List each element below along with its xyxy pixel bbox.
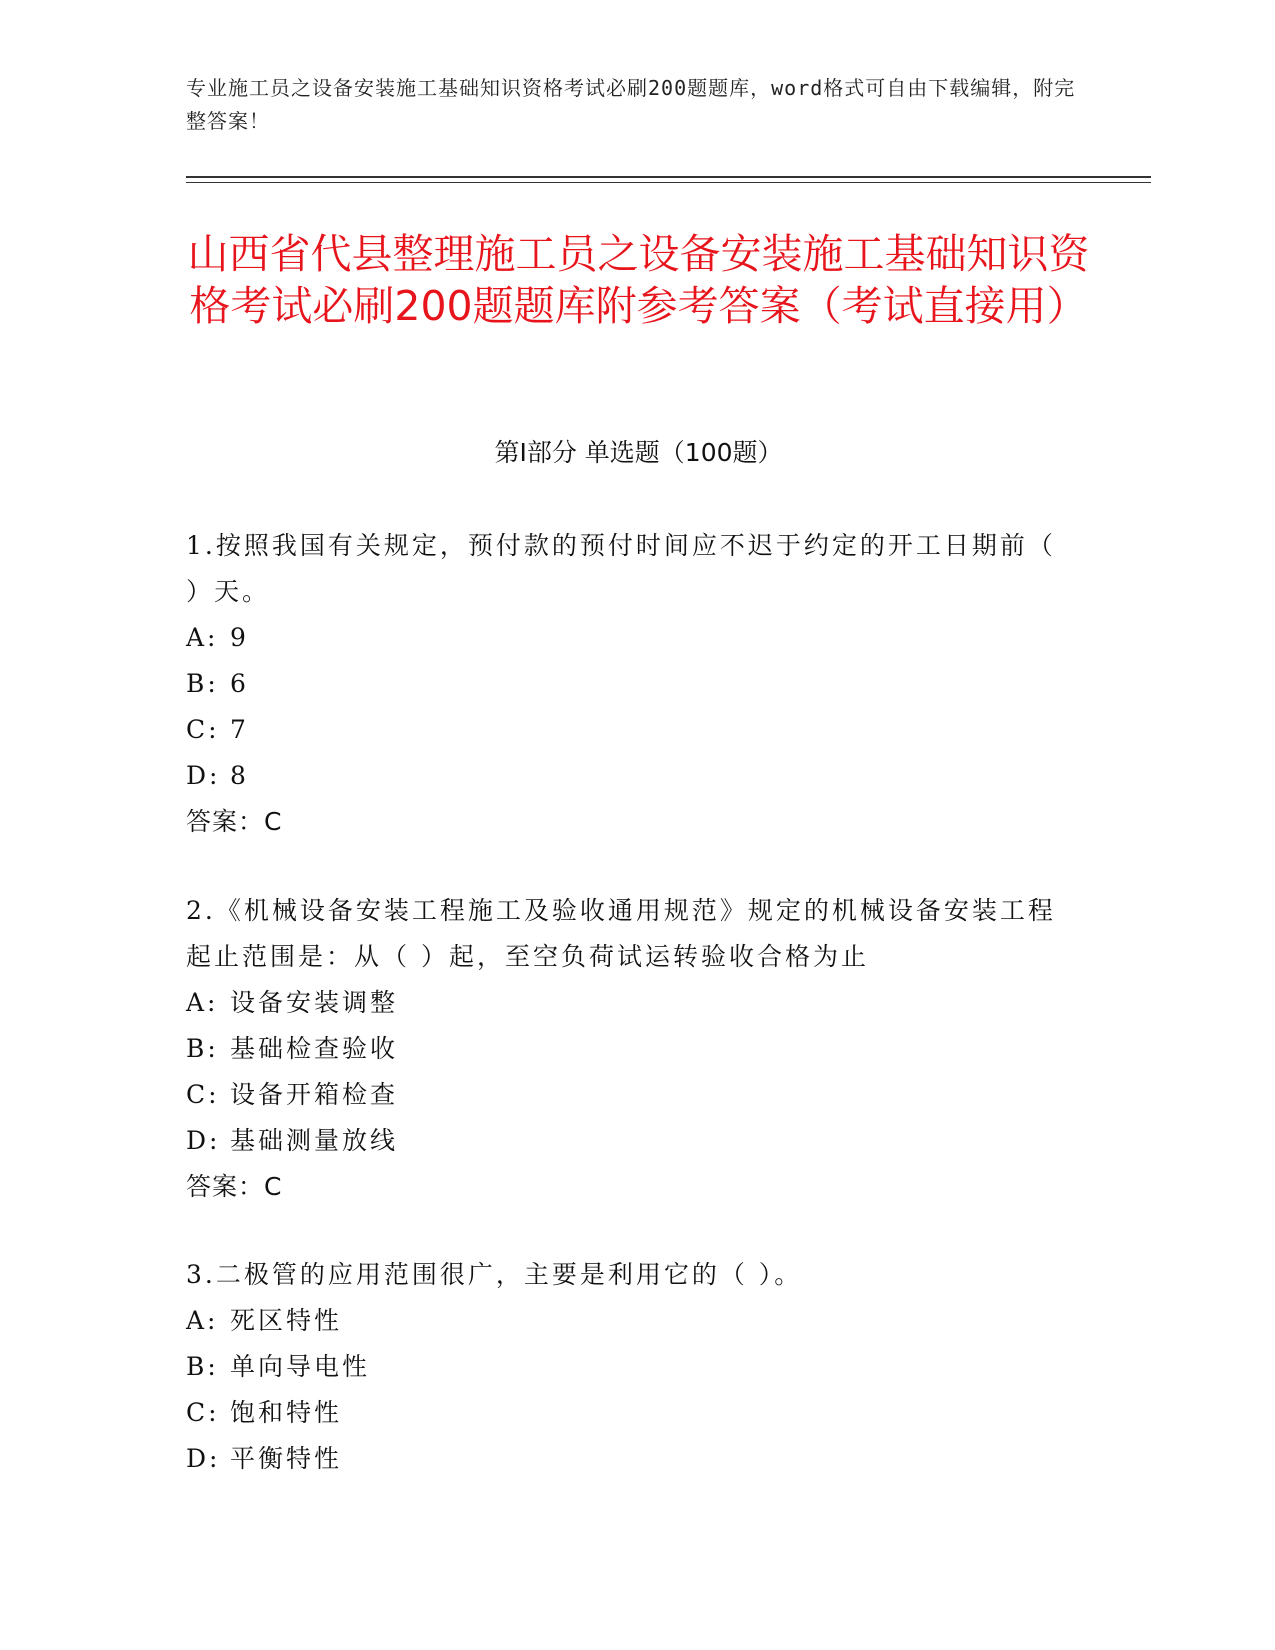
option-letter: A: [186, 623, 219, 652]
document-title: 山西省代县整理施工员之设备安装施工基础知识资格考试必刷200题题库附参考答案（考试直接用） [187, 230, 1090, 330]
option-letter: D: [186, 1126, 221, 1155]
option-text: 9 [230, 623, 249, 652]
option-b [186, 1344, 1066, 1390]
option-text: 死区特性 [230, 1306, 343, 1335]
question-2 [186, 888, 1066, 1210]
header-divider-thick [186, 176, 1151, 178]
section-heading: 第Ⅰ部分 单选题（100题） [494, 438, 783, 467]
option-a [186, 615, 1066, 661]
option-text: 单向导电性 [230, 1352, 371, 1381]
option-d [186, 1118, 1066, 1164]
option-b [186, 1026, 1066, 1072]
option-text: 基础测量放线 [230, 1126, 399, 1155]
option-text: 基础检查验收 [230, 1034, 399, 1063]
header-note: 专业施工员之设备安装施工基础知识资格考试必刷200题题库，word格式可自由下载编辑，附完整答案！ [186, 76, 1076, 133]
question-1 [186, 523, 1066, 845]
answer-line: 答案：C [186, 807, 283, 836]
question-stem: 2.《机械设备安装工程施工及验收通用规范》规定的机械设备安装工程起止范围是：从（ ）起，至空负荷试运转验收合格为止 [186, 896, 1056, 971]
option-text: 7 [230, 715, 249, 744]
option-list [186, 615, 1066, 799]
option-letter: A: [186, 988, 219, 1017]
option-letter: D: [186, 761, 221, 790]
option-list [186, 980, 1066, 1164]
option-letter: B: [186, 1352, 219, 1381]
option-text: 设备开箱检查 [230, 1080, 399, 1109]
option-letter: A: [186, 1306, 219, 1335]
option-letter: B: [186, 1034, 219, 1063]
option-d [186, 1436, 1066, 1482]
option-letter: C: [186, 715, 220, 744]
option-text: 设备安装调整 [230, 988, 399, 1017]
option-c [186, 707, 1066, 753]
option-letter: D: [186, 1444, 221, 1473]
option-text: 8 [230, 761, 249, 790]
question-stem: 1.按照我国有关规定，预付款的预付时间应不迟于约定的开工日期前（ ）天。 [186, 531, 1056, 606]
option-d [186, 753, 1066, 799]
option-text: 平衡特性 [230, 1444, 343, 1473]
option-a [186, 1298, 1066, 1344]
option-text: 6 [230, 669, 249, 698]
option-a [186, 980, 1066, 1026]
option-text: 饱和特性 [230, 1398, 343, 1427]
option-letter: C: [186, 1398, 220, 1427]
question-stem: 3.二极管的应用范围很广，主要是利用它的（ ）。 [186, 1260, 803, 1289]
option-b [186, 661, 1066, 707]
header-divider-thin [186, 182, 1151, 183]
option-c [186, 1390, 1066, 1436]
option-letter: C: [186, 1080, 220, 1109]
option-list [186, 1298, 1066, 1482]
answer-line: 答案：C [186, 1172, 283, 1201]
question-3 [186, 1252, 1066, 1482]
option-letter: B: [186, 669, 219, 698]
option-c [186, 1072, 1066, 1118]
